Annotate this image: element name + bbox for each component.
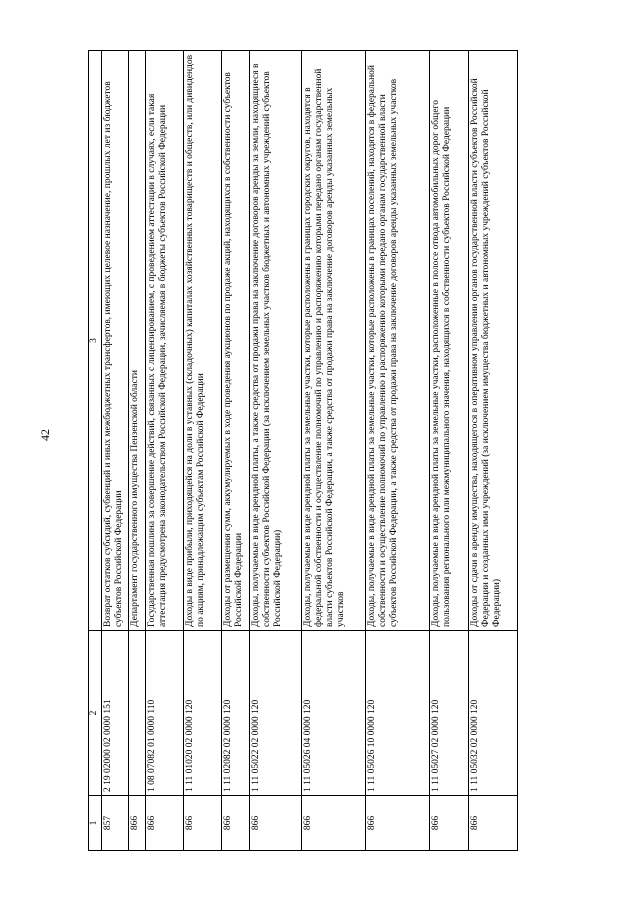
admin-code-cell: 866 [222,796,250,851]
revenue-code-cell: 2 19 02000 02 0000 151 [102,631,129,796]
header-col-3: 3 [89,51,102,631]
admin-code-cell: 866 [469,796,518,851]
page-number: 42 [38,429,52,441]
table-row [430,51,469,851]
admin-code-cell: 866 [184,796,222,851]
revenue-code-cell: 1 11 05027 02 0000 120 [430,631,469,796]
revenue-name-cell: Доходы, получаемые в виде арендной платы, а также средства от продажи права на заключение договоров аренды за земли, находящиеся в собственности субъектов Российской Федерации (за исключением земельных участков бюджетных и автономных учреждений субъектов Российской Федерации) [250,51,302,631]
admin-code-cell: 866 [302,796,366,851]
table-row [129,51,146,851]
revenue-code-cell: 1 11 02082 02 0000 120 [222,631,250,796]
table-row [302,51,366,851]
table-row [102,51,129,851]
revenue-code-cell: 1 11 05026 04 0000 120 [302,631,366,796]
revenue-name-cell: Доходы в виде прибыли, приходящейся на доли в уставных (складочных) капиталах хозяйственных товариществ и обществ, или дивидендов по акциям, принадлежащим субъектам Российской Федерации [184,51,222,631]
table-row [184,51,222,851]
revenue-name-cell: Доходы, получаемые в виде арендной платы за земельные участки, которые расположены в границах городских округов, находятся в федеральной собственности и осуществление полномочий по управлению и распоряжению которыми передано органам государственной власти субъектов Российской Федерации, а также средства от продажи права на заключение договоров аренды указанных земельных участков [302,51,366,631]
admin-code-cell: 866 [129,796,146,851]
admin-code-cell: 866 [430,796,469,851]
revenue-name-cell: Доходы, получаемые в виде арендной платы за земельные участки, которые расположены в границах поселений, находятся в федеральной собственности и осуществление полномочий по управлению и распоряжению которыми передано органам государственной власти субъектов Российской Федерации, а также средства от продажи права на заключение договоров аренды указанных земельных участков [366,51,430,631]
revenue-name-cell: Доходы, получаемые в виде арендной платы за земельные участки, расположенные в полосе отвода автомобильных дорог общего пользования регионального или межмуниципального значения, находящихся в собственности субъектов Российской Федерации [430,51,469,631]
revenue-name-cell: Возврат остатков субсидий, субвенций и иных межбюджетных трансфертов, имеющих целевое назначение, прошлых лет из бюджетов субъектов Российской Федерации [102,51,129,631]
admin-code-cell: 857 [102,796,129,851]
revenue-code-cell: 1 08 07082 01 0000 110 [146,631,184,796]
admin-code-cell: 866 [366,796,430,851]
revenue-name-cell: Доходы от сдачи в аренду имущества, находящегося в оперативном управлении органов государственной власти субъектов Российской Федерации и созданных ими учреждений (за исключением имущества бюджетных и автономных учреждений субъектов Российской Федерации) [469,51,518,631]
revenue-name-cell: Государственная пошлина за совершение действий, связанных с лицензированием, с проведением аттестации в случаях, если такая аттестация предусмотрена законодательством Российской Федерации, зачисляемая в бюджеты субъектов Российской Федерации [146,51,184,631]
revenue-name-cell: Доходы от размещения сумм, аккумулируемых в ходе проведения аукционов по продаже акций, находящихся в собственности субъектов Российской Федерации [222,51,250,631]
table-row [250,51,302,851]
revenue-name-cell: Департамент государственного имущества Пензенской области [129,51,146,631]
revenue-code-cell: 1 11 05022 02 0000 120 [250,631,302,796]
header-col-1: 1 [89,796,102,851]
table-row [222,51,250,851]
revenue-codes-table [88,50,518,851]
revenue-code-cell: 1 11 05032 02 0000 120 [469,631,518,796]
table-row [469,51,518,851]
table-row [146,51,184,851]
rotated-table-container [88,51,518,851]
table-row [366,51,430,851]
header-col-2: 2 [89,631,102,796]
admin-code-cell: 866 [146,796,184,851]
admin-code-cell: 866 [250,796,302,851]
revenue-code-cell: 1 11 01020 02 0000 120 [184,631,222,796]
header-row [89,51,102,851]
revenue-code-cell: 1 11 05026 10 0000 120 [366,631,430,796]
revenue-code-cell [129,631,146,796]
